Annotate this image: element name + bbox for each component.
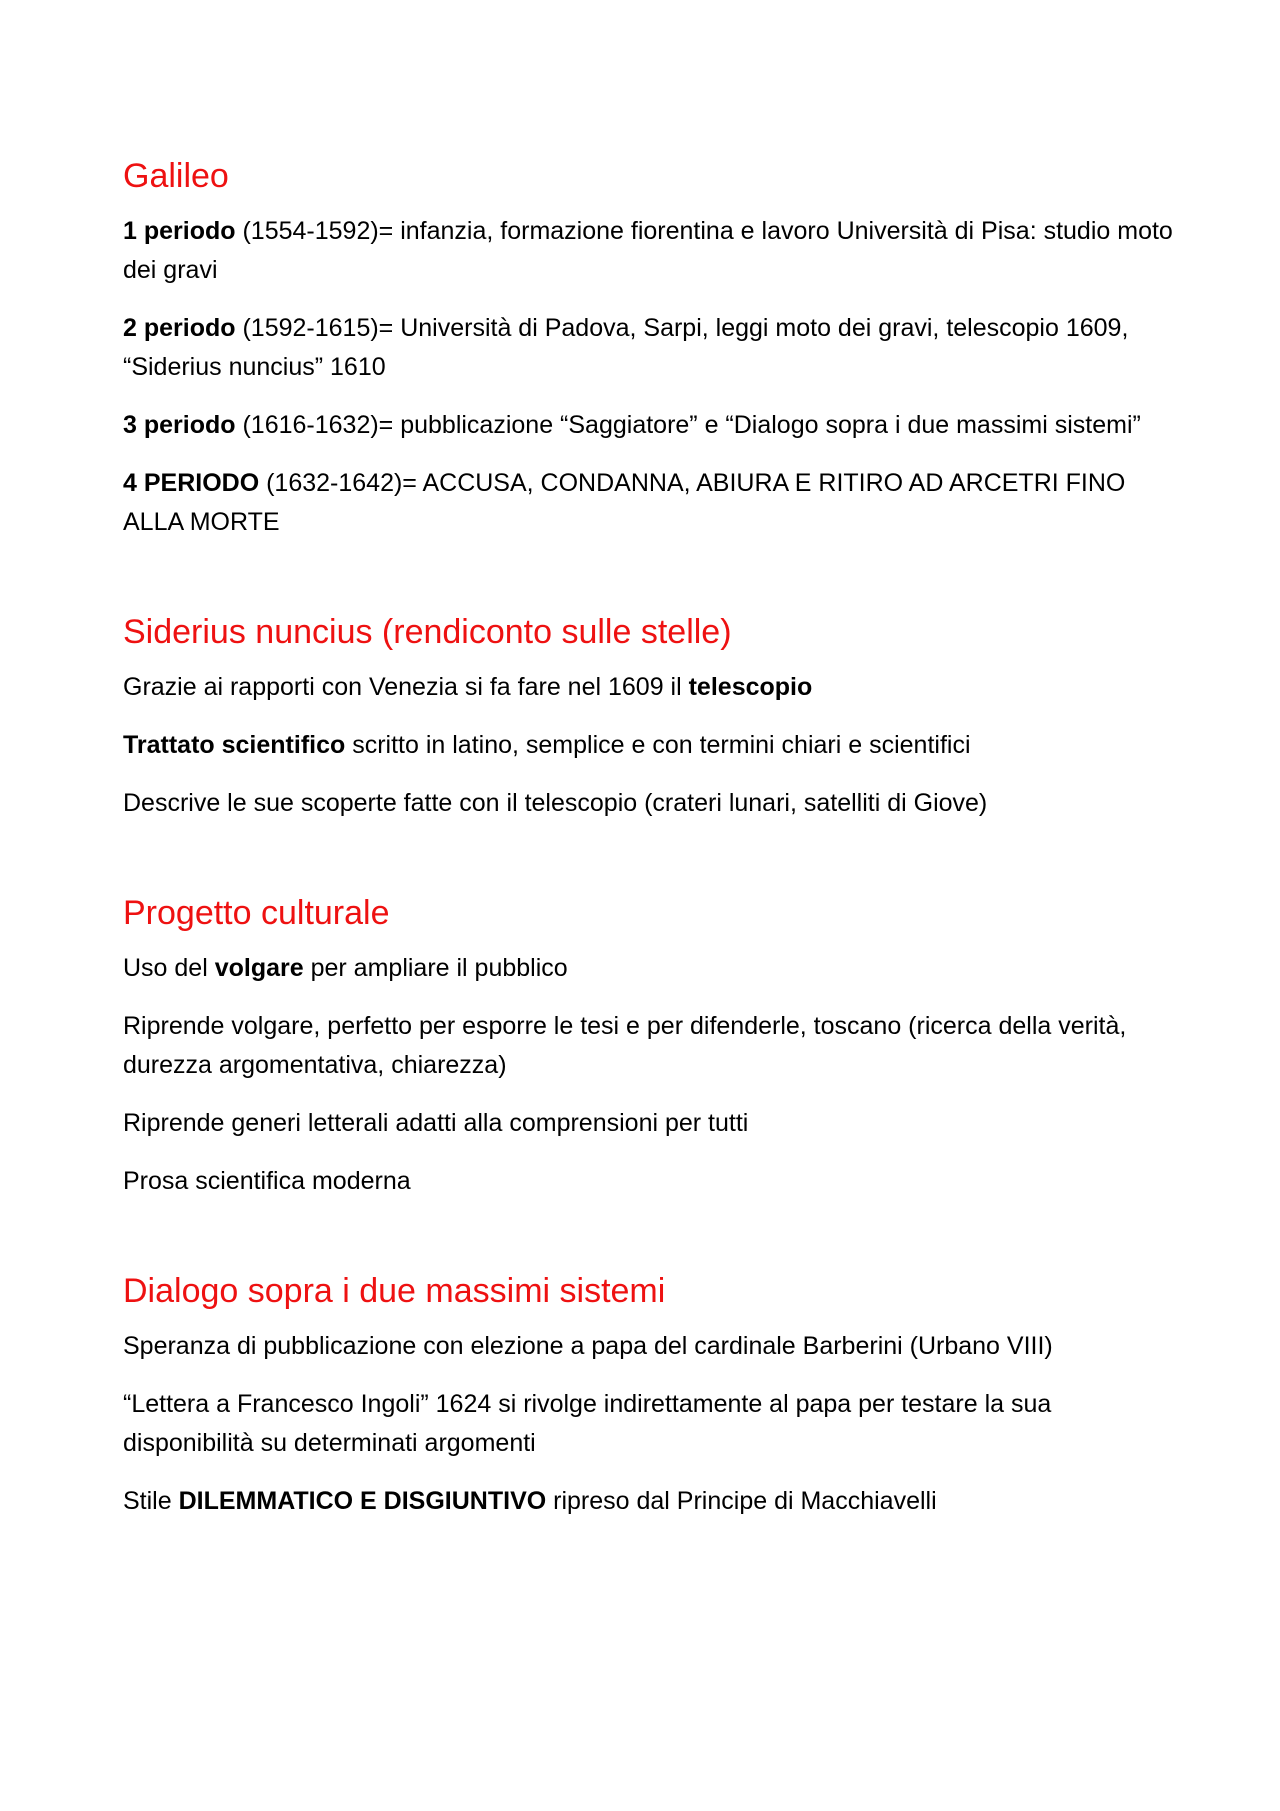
text-run: per ampliare il pubblico	[303, 954, 568, 982]
paragraph	[123, 212, 1173, 290]
section-heading: Galileo	[123, 157, 229, 195]
document-body	[123, 152, 1173, 1540]
text-run: Stile	[123, 1487, 179, 1515]
bold-text: 1 periodo	[123, 217, 236, 245]
section-heading: Siderius nuncius (rendiconto sulle stelle)	[123, 613, 732, 651]
text-run: Grazie ai rapporti con Venezia si fa fare nel 1609 il	[123, 673, 689, 701]
bold-text: DILEMMATICO E DISGIUNTIVO	[178, 1487, 547, 1515]
text-run: Prosa scientifica moderna	[123, 1167, 411, 1195]
paragraph	[123, 668, 1173, 707]
paragraph	[123, 309, 1173, 387]
text-run: “Lettera a Francesco Ingoli” 1624 si rivolge indirettamente al papa per testare la sua disponibilità su determinati argomenti	[123, 1390, 1052, 1457]
text-run: (1616-1632)= pubblicazione “Saggiatore” e “Dialogo sopra i due massimi sistemi”	[235, 411, 1141, 439]
paragraph	[123, 1162, 1173, 1201]
paragraph	[123, 784, 1173, 823]
paragraph	[123, 1104, 1173, 1143]
text-run: (1554-1592)= infanzia, formazione fiorentina e lavoro Università di Pisa: studio moto dei gravi	[123, 217, 1173, 284]
section-spacer	[123, 842, 1173, 889]
text-run: Speranza di pubblicazione con elezione a papa del cardinale Barberini (Urbano VIII)	[123, 1332, 1053, 1360]
text-run: Riprende generi letterali adatti alla comprensioni per tutti	[123, 1109, 749, 1137]
bold-text: 2 periodo	[123, 314, 236, 342]
section	[123, 152, 1173, 542]
section	[123, 889, 1173, 1201]
section-heading: Progetto culturale	[123, 894, 390, 932]
text-run: ripreso dal Principe di Macchiavelli	[546, 1487, 937, 1515]
bold-text: telescopio	[688, 673, 813, 701]
text-run: (1632-1642)= ACCUSA, CONDANNA, ABIURA E RITIRO AD ARCETRI FINO ALLA MORTE	[123, 469, 1126, 536]
paragraph	[123, 1482, 1173, 1521]
text-run: Riprende volgare, perfetto per esporre le tesi e per difenderle, toscano (ricerca della verità, durezza argomentativa, chiarezza)	[123, 1012, 1127, 1079]
paragraph	[123, 1007, 1173, 1085]
bold-text: 3 periodo	[123, 411, 236, 439]
section-spacer	[123, 561, 1173, 608]
paragraph	[123, 726, 1173, 765]
section	[123, 1267, 1173, 1521]
paragraph	[123, 406, 1173, 445]
paragraph	[123, 949, 1173, 988]
section	[123, 608, 1173, 823]
text-run: Descrive le sue scoperte fatte con il telescopio (crateri lunari, satelliti di Giove)	[123, 789, 988, 817]
paragraph	[123, 1385, 1173, 1463]
bold-text: volgare	[214, 954, 304, 982]
paragraph	[123, 1327, 1173, 1366]
bold-text: 4 PERIODO	[123, 469, 260, 497]
text-run: Uso del	[123, 954, 215, 982]
text-run: (1592-1615)= Università di Padova, Sarpi, leggi moto dei gravi, telescopio 1609, “Siderius nuncius” 1610	[123, 314, 1129, 381]
bold-text: Trattato scientifico	[123, 731, 346, 759]
paragraph	[123, 464, 1173, 542]
text-run: scritto in latino, semplice e con termini chiari e scientifici	[345, 731, 971, 759]
section-heading: Dialogo sopra i due massimi sistemi	[123, 1272, 666, 1310]
section-spacer	[123, 1220, 1173, 1267]
